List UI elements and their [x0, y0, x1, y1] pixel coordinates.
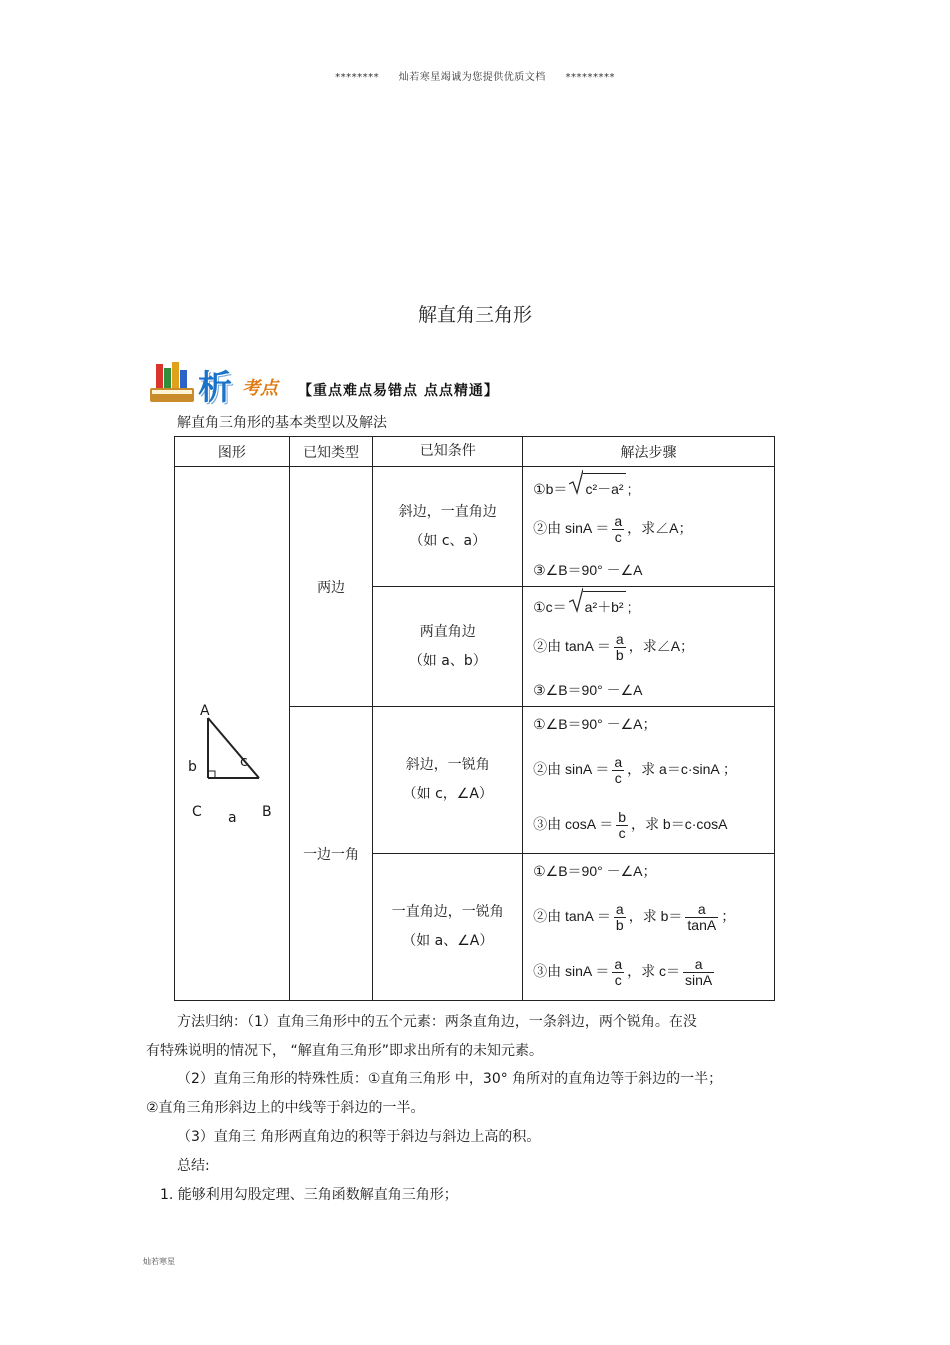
header-stars-right: *********	[565, 72, 615, 83]
step-text: ②由 tanA ＝	[533, 908, 611, 924]
condition-line: 斜边，一直角边	[398, 503, 497, 520]
side-label-b: b	[188, 759, 197, 775]
step-text: ；	[721, 908, 736, 924]
method-para-2b: ②直角三角形斜边上的中线等于斜边的一半。	[146, 1100, 425, 1116]
step-2	[533, 886, 774, 946]
denominator: tanA	[687, 916, 717, 933]
condition-cell	[373, 854, 523, 1001]
condition-example: （如 a、b）	[408, 652, 487, 669]
summary-heading: 总结:	[177, 1158, 210, 1174]
side-label-c: c	[240, 754, 248, 770]
fraction	[612, 755, 624, 786]
step-text: ，求 b＝c·cosA	[631, 816, 728, 832]
fraction	[612, 957, 624, 988]
step-text: ，求∠A；	[628, 638, 695, 654]
radicand: a²＋b²	[583, 591, 626, 622]
method-para-1b: 有特殊说明的情况下， “解直角三角形”即求出所有的未知元素。	[146, 1043, 543, 1059]
denominator: b	[615, 916, 624, 933]
step-text: ②由 sinA ＝	[533, 761, 610, 777]
page-header	[0, 68, 950, 83]
fraction	[616, 810, 628, 841]
radical-sign-icon	[569, 469, 583, 495]
step-text: ，求 c＝	[627, 963, 681, 979]
numerator: a	[614, 512, 623, 529]
step-3: ③∠B＝90° －∠A	[533, 562, 643, 578]
vertex-label-B: B	[262, 804, 272, 820]
condition-line: 两直角边	[419, 623, 476, 640]
step-2	[533, 739, 774, 799]
header-figure: 图形	[175, 437, 290, 467]
denominator: c	[614, 971, 622, 988]
denominator: c	[614, 528, 622, 545]
denominator: sinA	[685, 971, 713, 988]
sqrt-expression	[569, 591, 626, 622]
header-text: 灿若寒星竭诚为您提供优质文档	[398, 72, 546, 83]
numerator: a	[683, 957, 714, 973]
header-stars-left: ********	[335, 72, 380, 83]
step-text: ③由 sinA ＝	[533, 963, 610, 979]
denominator: b	[615, 646, 624, 663]
numerator: a	[615, 630, 624, 647]
steps-cell	[523, 707, 775, 854]
type-two-sides: 两边	[289, 467, 373, 707]
header-known-condition: 已知条件	[373, 437, 523, 467]
step-2	[533, 503, 774, 553]
step-3	[533, 946, 774, 996]
fraction	[614, 632, 626, 663]
banner-subtitle: 【重点难点易错点 点点精通】	[298, 383, 499, 399]
numerator: b	[618, 808, 627, 825]
step-3	[533, 799, 774, 849]
figure-cell	[175, 467, 290, 1001]
step-text: ;	[627, 599, 632, 615]
table-header-row	[175, 437, 775, 467]
condition-line: 一直角边，一锐角	[391, 904, 504, 920]
denominator: c	[618, 824, 626, 841]
method-para-2a: （2）直角三角形的特殊性质：①直角三角形 中，30° 角所对的直角边等于斜边的一半；	[177, 1071, 723, 1087]
header-known-type: 已知类型	[289, 437, 373, 467]
step-text: ③由 cosA ＝	[533, 816, 614, 832]
method-para-1a: 方法归纳：（1）直角三角形中的五个元素：两条直角边，一条斜边，两个锐角。在没	[177, 1014, 697, 1030]
step-1	[533, 591, 774, 621]
fraction	[614, 902, 626, 933]
step-2	[533, 621, 774, 671]
condition-example: （如 a、∠A）	[402, 933, 494, 949]
steps-cell	[523, 587, 775, 707]
vertex-label-C: C	[192, 804, 202, 820]
sqrt-expression	[569, 473, 625, 504]
step-text: ①c＝	[533, 599, 567, 615]
radicand: c²－a²	[583, 473, 625, 504]
step-1	[533, 473, 774, 503]
vertex-label-A: A	[200, 703, 210, 719]
header-steps: 解法步骤	[523, 437, 775, 467]
side-label-a: a	[228, 810, 237, 826]
denominator: c	[614, 769, 622, 786]
right-triangle-diagram	[175, 467, 290, 1000]
condition-cell	[373, 467, 523, 587]
fraction	[683, 957, 714, 988]
condition-example: （如 c、a）	[409, 532, 487, 549]
step-text: ，求∠A；	[627, 520, 693, 536]
condition-example: （如 c，∠A）	[402, 786, 493, 802]
method-para-3: （3）直角三 角形两直角边的积等于斜边与斜边上高的积。	[177, 1129, 541, 1145]
numerator: a	[614, 753, 623, 770]
step-text: ，求 b＝	[628, 908, 683, 924]
fraction	[612, 514, 624, 545]
step-text: ，求 a＝c·sinA ；	[627, 761, 737, 777]
step-1: ①∠B＝90° －∠A；	[533, 716, 657, 732]
step-text: ②由 sinA ＝	[533, 520, 610, 536]
page-footer: 灿若寒星	[143, 1257, 175, 1266]
fraction	[685, 902, 718, 933]
numerator: a	[685, 902, 718, 918]
banner-kaodian: 考点	[242, 378, 278, 399]
solution-table	[174, 436, 775, 1001]
table-row	[175, 467, 775, 587]
step-text: ;	[627, 481, 632, 497]
numerator: a	[615, 900, 624, 917]
condition-cell	[373, 587, 523, 707]
step-text: ①b＝	[533, 481, 568, 497]
step-text: ②由 tanA ＝	[533, 638, 611, 654]
condition-cell	[373, 707, 523, 854]
table-caption: 解直角三角形的基本类型以及解法	[177, 415, 387, 431]
summary-item-1: 1. 能够利用勾股定理、三角函数解直角三角形；	[160, 1187, 458, 1203]
step-1: ①∠B＝90° －∠A；	[533, 863, 657, 879]
steps-cell	[523, 854, 775, 1001]
step-3: ③∠B＝90° －∠A	[533, 682, 643, 698]
numerator: a	[614, 955, 623, 972]
document-title: 解直角三角形	[417, 304, 532, 326]
books-icon	[146, 358, 198, 406]
section-banner	[146, 358, 526, 406]
condition-line: 斜边，一锐角	[405, 757, 490, 773]
type-side-angle: 一边一角	[289, 707, 373, 1001]
steps-cell	[523, 467, 775, 587]
banner-big-char: 析	[198, 368, 232, 408]
radical-sign-icon	[569, 587, 583, 613]
